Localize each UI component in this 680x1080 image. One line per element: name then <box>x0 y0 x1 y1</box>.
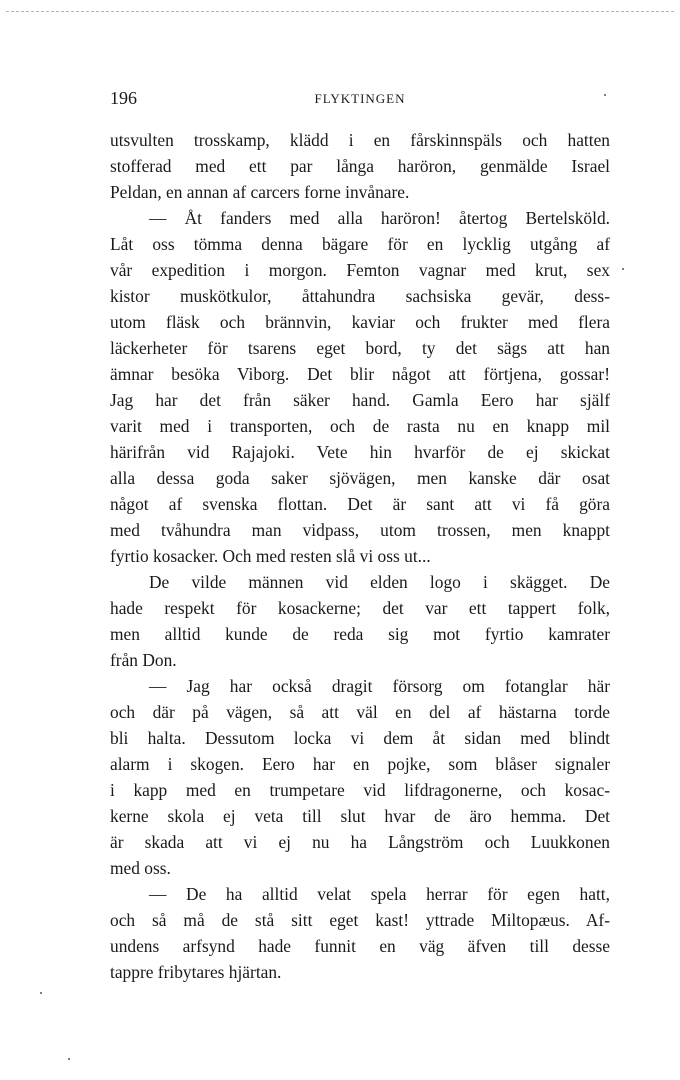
text-line: från Don. <box>110 650 177 670</box>
print-speck <box>622 268 624 270</box>
text-line: varit med i transporten, och de rasta nu en knapp mil <box>110 416 610 436</box>
text-line: men alltid kunde de reda sig mot fyrtio kamrater <box>110 624 610 644</box>
text-line: — Åt fanders med alla haröron! återtog Bertelsköld. <box>149 208 610 228</box>
text-line: alarm i skogen. Eero har en pojke, som blåser signaler <box>110 754 610 774</box>
text-line: utsvulten trosskamp, klädd i en fårskinnspäls och hatten <box>110 130 610 150</box>
text-line: läckerheter för tsarens eget bord, ty det sägs att han <box>110 338 610 358</box>
text-line: kerne skola ej veta till slut hvar de äro hemma. Det <box>110 806 610 826</box>
text-line: härifrån vid Rajajoki. Vete hin hvarför de ej skickat <box>110 442 610 462</box>
text-line: stofferad med ett par långa haröron, genmälde Israel <box>110 156 610 176</box>
text-line: något af svenska flottan. Det är sant att vi få göra <box>110 494 610 514</box>
text-line: Jag har det från säker hand. Gamla Eero har själf <box>110 390 610 410</box>
text-line: — Jag har också dragit försorg om fotanglar här <box>149 676 610 696</box>
text-line: undens arfsynd hade funnit en väg äfven till desse <box>110 936 610 956</box>
running-head: FLYKTINGEN <box>314 91 406 106</box>
text-line: — De ha alltid velat spela herrar för egen hatt, <box>149 884 610 904</box>
text-line: med tvåhundra man vidpass, utom trossen, men knappt <box>110 520 610 540</box>
text-line: hade respekt för kosackerne; det var ett tappert folk, <box>110 598 610 618</box>
text-line: tappre fribytares hjärtan. <box>110 962 282 982</box>
text-line: ämnar besöka Viborg. Det blir något att förtjena, gossar! <box>110 364 610 384</box>
text-line: i kapp med en trumpetare vid lifdragonerne, och kosac- <box>110 780 610 800</box>
text-line: kistor muskötkulor, åttahundra sachsiska gevär, dess- <box>110 286 610 306</box>
text-line: vår expedition i morgon. Femton vagnar med krut, sex <box>110 260 610 280</box>
text-line: med oss. <box>110 858 171 878</box>
text-line: fyrtio kosacker. Och med resten slå vi oss ut... <box>110 546 431 566</box>
body-text <box>110 127 610 985</box>
text-line: Låt oss tömma denna bägare för en lycklig utgång af <box>110 234 610 254</box>
text-line: De vilde männen vid elden logo i skägget. De <box>149 572 610 592</box>
text-line: Peldan, en annan af carcers forne invånare. <box>110 182 410 202</box>
page-header <box>110 88 610 112</box>
print-speck <box>40 992 42 994</box>
text-line: är skada att vi ej nu ha Långström och Luukkonen <box>110 832 610 852</box>
page-number: 196 <box>110 88 137 108</box>
text-line: bli halta. Dessutom locka vi dem åt sidan med blindt <box>110 728 610 748</box>
top-edge-rule <box>6 11 674 12</box>
text-line: och så må de stå sitt eget kast! yttrade Miltopæus. Af- <box>110 910 610 930</box>
text-line: utom fläsk och brännvin, kaviar och frukter med flera <box>110 312 610 332</box>
print-speck <box>68 1058 70 1060</box>
text-line: alla dessa goda saker sjövägen, men kanske där osat <box>110 468 610 488</box>
text-line: och där på vägen, så att väl en del af hästarna torde <box>110 702 610 722</box>
